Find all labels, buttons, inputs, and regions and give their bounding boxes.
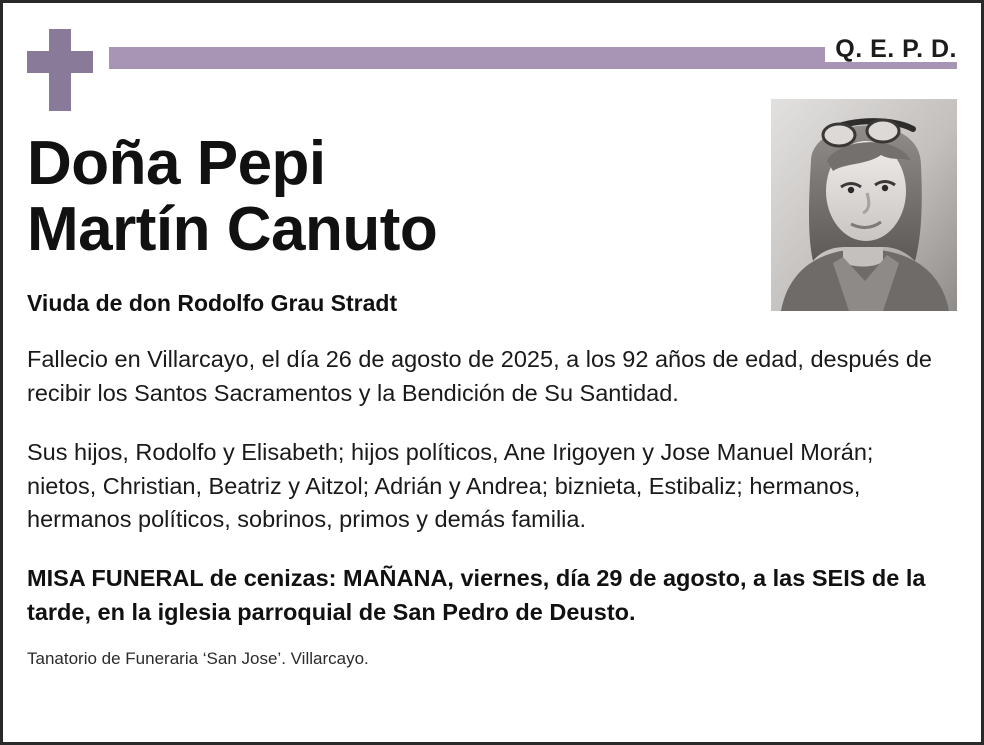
cross-icon <box>27 29 93 111</box>
cross-horizontal-bar <box>27 51 93 73</box>
venue-line: Tanatorio de Funeraria ‘San Jose’. Villarcayo. <box>27 648 369 668</box>
obituary-header <box>27 25 957 97</box>
page-title <box>27 131 787 262</box>
death-notice-paragraph: Fallecio en Villarcayo, el día 26 de agosto de 2025, a los 92 años de edad, después de recibir los Santos Sacramentos y la Bendición de Su Santidad. <box>27 346 932 406</box>
funeral-service-paragraph: MISA FUNERAL de cenizas: MAÑANA, viernes, día 29 de agosto, a las SEIS de la tarde, en la iglesia parroquial de San Pedro de Deusto. <box>27 565 926 625</box>
portrait-photo-graphic <box>771 99 957 311</box>
family-paragraph: Sus hijos, Rodolfo y Elisabeth; hijos políticos, Ane Irigoyen y Jose Manuel Morán; nietos, Christian, Beatriz y Aitzol; Adrián y Andrea; biznieta, Estibaliz; hermanos, hermanos políticos, sobrinos, primos y demás familia. <box>27 439 874 532</box>
obituary-content <box>27 129 932 669</box>
spouse-line: Viuda de don Rodolfo Grau Stradt <box>27 290 398 317</box>
qepd-label: Q. E. P. D. <box>825 37 957 62</box>
portrait-photo <box>771 99 957 311</box>
deceased-name-line-2: Martín Canuto <box>27 194 438 264</box>
obituary-inner <box>3 3 981 742</box>
deceased-name-line-1: Doña Pepi <box>27 129 326 198</box>
